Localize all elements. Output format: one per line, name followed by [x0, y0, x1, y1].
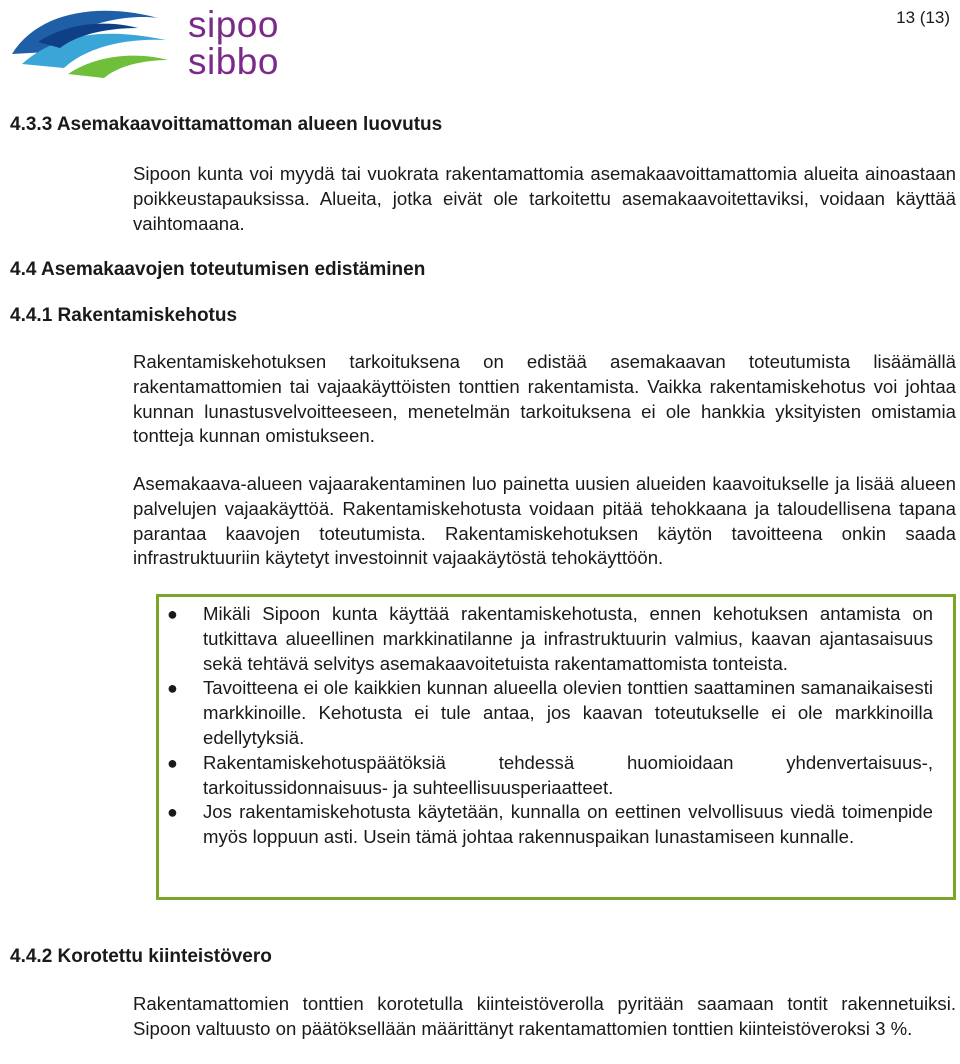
list-item-text: Tavoitteena ei ole kaikkien kunnan alueella olevien tonttien saattaminen samanaikaisesti markkinoille. Kehotusta ei tule antaa, jos kaavan toteutukselle ei ole markkinoilla edellytyksiä. — [203, 677, 933, 748]
section-heading-4-4-2: 4.4.2 Korotettu kiinteistövero — [10, 946, 272, 967]
logo-text-sibbo: sibbo — [188, 41, 279, 82]
sipoo-logo — [8, 2, 298, 80]
guideline-list — [159, 602, 953, 850]
list-item-text: Mikäli Sipoon kunta käyttää rakentamiskehotusta, ennen kehotuksen antamista on tutkittava alueellinen markkinatilanne ja infrastruktuurin valmius, kaavan ajantasaisuus sekä tehtävä selvitys asemakaavoitetuista rakentamattomista tonteista. — [203, 603, 933, 674]
page-number: 13 (13) — [896, 8, 950, 27]
sipoo-wave-logo-icon — [8, 2, 178, 80]
list-item — [159, 800, 953, 850]
bullet-icon: ● — [167, 752, 178, 773]
list-item — [159, 751, 953, 801]
logo-text-sipoo: sipoo — [188, 4, 279, 45]
paragraph-4-4-1-a: Rakentamiskehotuksen tarkoituksena on edistää asemakaavan toteutumista lisäämällä rakentamattomien tai vajaakäyttöisten tonttien rakentamista. Vaikka rakentamiskehotus voi johtaa kunnan lunastusvelvoitteeseen, menetelmän tarkoituksena ei ole hankkia yksityisten omistamia tontteja kunnan omistukseen. — [133, 351, 956, 447]
section-heading-4-3-3: 4.3.3 Asemakaavoittamattoman alueen luovutus — [10, 114, 443, 135]
paragraph-4-4-1-b: Asemakaava-alueen vajaarakentaminen luo painetta uusien alueiden kaavoitukselle ja lisää alueen palvelujen vajaakäyttöä. Rakentamiskehotusta voidaan pitää tehokkaana ja taloudellisena tapana parantaa kaavojen toteutumista. Rakentamiskehotuksen käytön tavoitteena onkin saada infrastruktuuriin käytetyt investoinnit vajaakäytöstä tehokäyttöön. — [133, 473, 956, 569]
section-heading-4-4: 4.4 Asemakaavojen toteutumisen edistäminen — [10, 259, 426, 280]
list-item-text: Jos rakentamiskehotusta käytetään, kunnalla on eettinen velvollisuus viedä toimenpide myös loppuun asti. Usein tämä johtaa rakennuspaikan lunastamiseen kunnalle. — [203, 801, 933, 848]
bullet-icon: ● — [167, 604, 178, 624]
bullet-icon: ● — [167, 802, 178, 823]
list-item — [159, 602, 953, 676]
section-heading-4-4-1: 4.4.1 Rakentamiskehotus — [10, 305, 238, 326]
list-item-text: Rakentamiskehotuspäätöksiä tehdessä huomioidaan yhdenvertaisuus-, tarkoitussidonnaisuus- ja suhteellisuusperiaatteet. — [203, 751, 933, 798]
bullet-icon: ● — [167, 678, 178, 699]
guideline-box — [156, 594, 956, 900]
list-item — [159, 676, 953, 750]
paragraph-4-4-2: Rakentamattomien tonttien korotetulla kiinteistöverolla pyritään saamaan tontit rakennetuiksi. Sipoon valtuusto on päätöksellään määrittänyt rakentamattomien tonttien kiinteistöveroksi 3 %. — [133, 993, 956, 1039]
paragraph-4-3-3: Sipoon kunta voi myydä tai vuokrata rakentamattomia asemakaavoittamattomia alueita ainoastaan poikkeustapauksissa. Alueita, jotka eivät ole tarkoitettu asemakaavoitettaviksi, voidaan käyttää vaihtomaana. — [133, 163, 956, 234]
